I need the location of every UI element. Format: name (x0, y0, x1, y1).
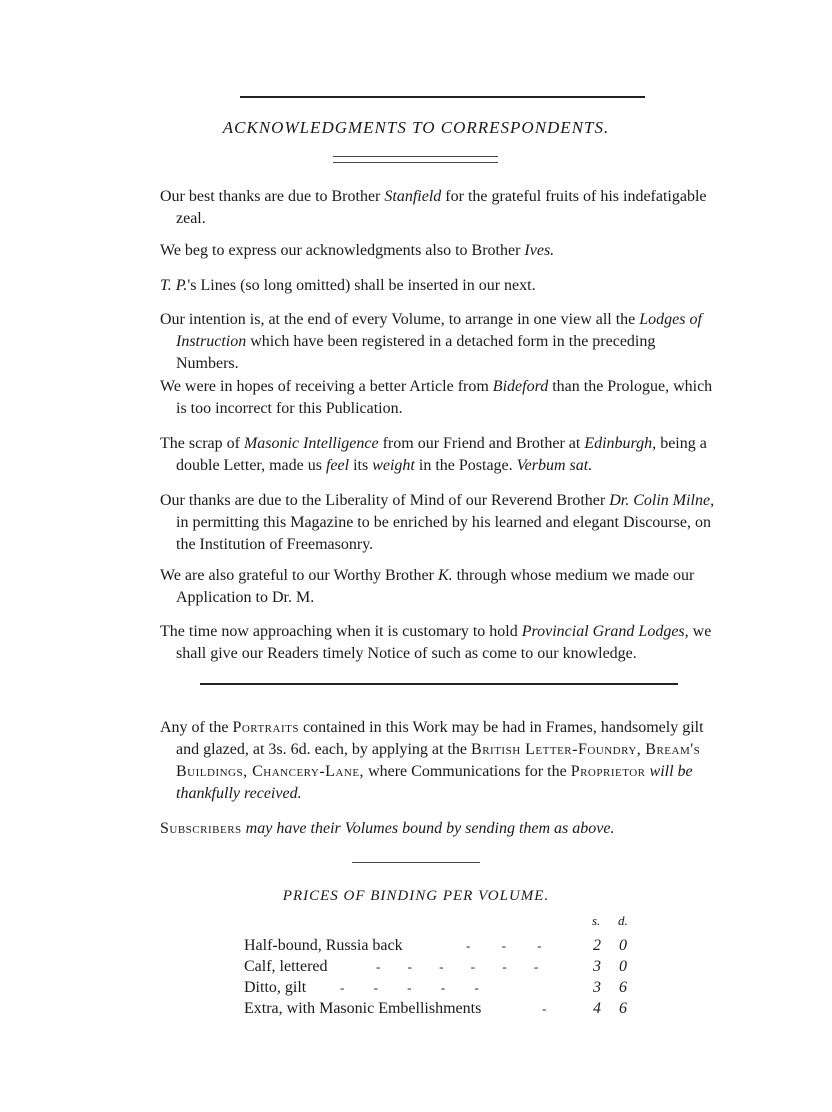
shillings-value: 3 (593, 979, 601, 996)
price-label: Half-bound, Russia back (244, 937, 403, 954)
acknowledgment-ives: We beg to express our acknowledgments also to Brother Ives. (160, 242, 555, 259)
title-underline-rule (333, 156, 498, 157)
note-lodges-of-instruction: Our intention is, at the end of every Volume, to arrange in one view all the Lodges of Instruction which have been registered in a detached form in the preceding Numbers. (160, 311, 702, 372)
note-bideford: We were in hopes of receiving a better Article from Bideford than the Prologue, which is too incorrect for this Publication. (160, 378, 713, 417)
price-label: Calf, lettered (244, 958, 328, 975)
leader-dots: - - - - - (340, 980, 492, 995)
page-title: ACKNOWLEDGMENTS TO CORRESPONDENTS. (222, 118, 610, 137)
leader-dots: - - - - - - (376, 959, 551, 974)
prices-title: PRICES OF BINDING PER VOLUME. (282, 888, 550, 904)
portraits-notice: Any of the Portraits contained in this Work may be had in Frames, handsomely gilt and glazed, at 3s. 6d. each, by applying at the British Letter-Foundry, Bream's Buildings, Chancery-Lane, where Communications for the Proprietor will be thankfully received. (160, 719, 704, 802)
price-row (244, 935, 634, 957)
prices-divider-rule (352, 862, 480, 863)
pence-value: 6 (619, 1000, 627, 1017)
shillings-value: 4 (593, 1000, 601, 1017)
price-row (244, 977, 634, 999)
subscribers-notice: Subscribers may have their Volumes bound by sending them as above. (160, 820, 615, 837)
leader-dots: - (542, 1001, 561, 1016)
price-label: Ditto, gilt (244, 979, 307, 996)
price-row (244, 956, 634, 978)
note-tp-lines: T. P.'s Lines (so long omitted) shall be inserted in our next. (160, 277, 536, 294)
thanks-dr-colin-milne: Our thanks are due to the Liberality of Mind of our Reverend Brother Dr. Colin Milne, in permitting this Magazine to be enriched by his learned and elegant Discourse, on the Institution of Freemasonry. (160, 492, 715, 553)
top-rule (240, 96, 645, 98)
price-row (244, 998, 634, 1020)
pence-value: 6 (619, 979, 627, 996)
acknowledgment-stanfield: Our best thanks are due to Brother Stanfield for the grateful fruits of his indefatigable zeal. (160, 188, 707, 227)
section-divider-rule (200, 683, 678, 685)
thanks-brother-k: We are also grateful to our Worthy Brother K. through whose medium we made our Application to Dr. M. (160, 567, 695, 606)
pence-value: 0 (619, 958, 627, 975)
title-underline-rule-2 (333, 162, 498, 163)
leader-dots: - - - (466, 938, 556, 953)
price-label: Extra, with Masonic Embellishments (244, 1000, 482, 1017)
notice-provincial-grand-lodges: The time now approaching when it is customary to hold Provincial Grand Lodges, we shall give our Readers timely Notice of such as come to our knowledge. (160, 623, 712, 662)
pence-value: 0 (619, 937, 627, 954)
shillings-column-header: s. (592, 913, 601, 928)
pence-column-header: d. (618, 913, 628, 928)
shillings-value: 2 (593, 937, 601, 954)
note-edinburgh: The scrap of Masonic Intelligence from our Friend and Brother at Edinburgh, being a double Letter, made us feel its weight in the Postage. Verbum sat. (160, 435, 707, 474)
shillings-value: 3 (593, 958, 601, 975)
